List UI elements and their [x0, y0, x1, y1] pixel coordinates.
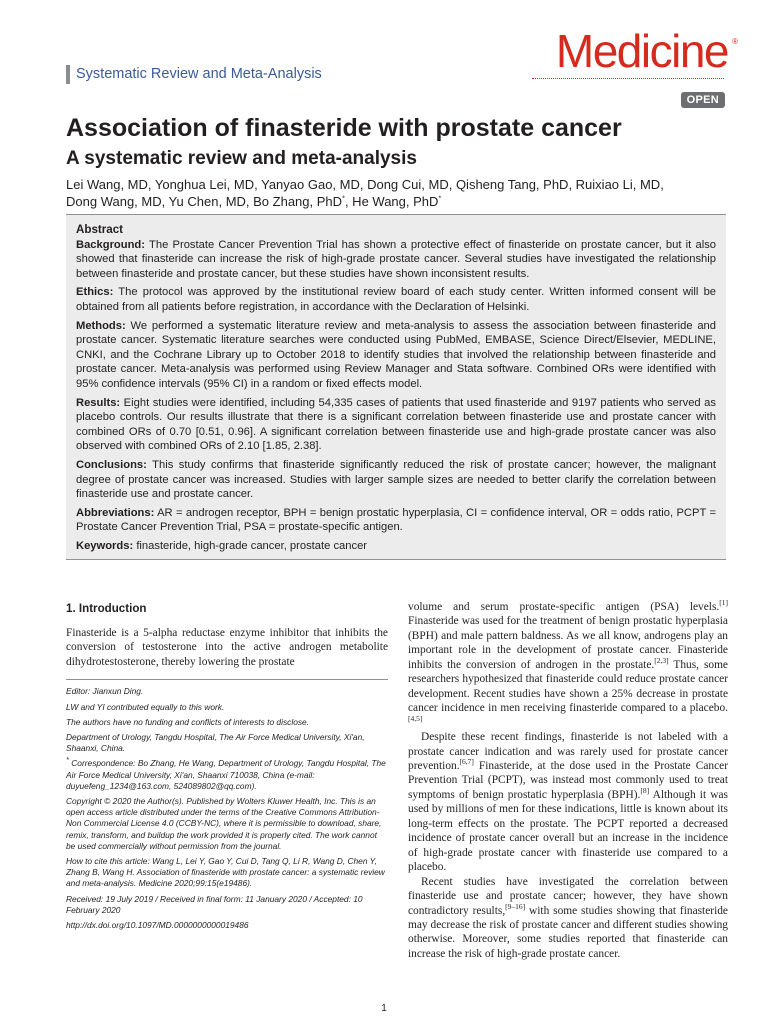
ethics-label: Ethics: [76, 286, 114, 299]
intro-paragraph-4 [408, 875, 728, 962]
citation-ref[interactable]: [9–16] [505, 901, 526, 911]
right-column [408, 600, 728, 961]
footnote-corr-mark: * [66, 755, 69, 765]
conclusions-label: Conclusions: [76, 458, 147, 471]
footnote-copyright: Copyright © 2020 the Author(s). Published by Wolters Kluwer Health, Inc. This is an open access article distributed under the terms of the Creative Commons Attribution-Non Commercial License 4.0 (CCBY-NC), where it is permissible to download, share, remix, transform, and buildup the work provided it is properly cited. The work cannot be used commercially without permission from the journal. [66, 795, 382, 851]
results-label: Results: [76, 396, 121, 409]
abbreviations-text: AR = androgen receptor, BPH = benign prostatic hyperplasia, CI = confidence interval, OR = odds ratio, PCPT = Prostate Cancer Prevention Trial, PSA = prostate-specific antigen. [76, 506, 716, 534]
intro-paragraph-3 [408, 730, 728, 875]
abstract-keywords [76, 539, 716, 554]
logo-rule [532, 78, 724, 79]
registered-mark: ® [732, 37, 738, 46]
intro-paragraph-2 [408, 600, 728, 730]
background-label: Background: [76, 238, 145, 251]
article-subtitle: A systematic review and meta-analysis [66, 148, 417, 169]
intro-p3-part-c: Although it was used by millions of men for these indications, little is known about its long-term effects on the prostate. The PCPT reported a decreased incidence of prostate cancer overall but an increase in the incidence of high-grade prostate cancer with finasteride use compared to a placebo. [408, 788, 728, 874]
abstract-results [76, 396, 716, 454]
footnote-editor: Editor: Jianxun Ding. [66, 686, 144, 697]
author-list [66, 176, 726, 210]
methods-label: Methods: [76, 319, 126, 332]
results-text: Eight studies were identified, including 54,335 cases of patients that used finasteride and 9197 patients who served as placebo controls. Our results illustrate that there is a significant correlation between finasteride use and prostate cancer with combined ORs of 0.70 [0.51, 0.96]. A significant correlation between finasteride use and high-grade prostate cancer was also observed with combined ORs of 2.10 [1.85, 2.38]. [76, 396, 716, 453]
open-access-badge: OPEN [681, 92, 725, 108]
footnote-doi-link[interactable]: http://dx.doi.org/10.1097/MD.0000000000019486 [66, 920, 249, 931]
intro-p3-part-a: Despite these recent findings, finasteride is not labeled with a prostate cancer indication and was rarely used for prostate cancer prevention. [408, 731, 728, 772]
citation-ref[interactable]: [1] [719, 598, 728, 608]
abstract-ethics [76, 285, 716, 314]
intro-p2-part-c: Thus, some researchers hypothesized that finasteride could reduce prostate cancer development. Recent studies have shown a 25% decrease in prostate cancer incidence in men receiving finasteride compared to a placebo. [408, 658, 728, 715]
intro-p2-part-a: volume and serum prostate-specific antigen (PSA) levels. [408, 601, 720, 613]
abstract-heading: Abstract [76, 223, 124, 236]
abstract-conclusions [76, 458, 716, 502]
abstract-background [76, 238, 716, 282]
corresponding-mark-1: * [342, 193, 345, 203]
ethics-text: The protocol was approved by the institutional review board of each study center. Written informed consent will be obtained from all patients before registration, in accordance with the Declaration of Helsinki. [76, 286, 717, 313]
footnote-affiliation: Department of Urology, Tangdu Hospital, The Air Force Medical University, Xi'an, Shaanxi, China. [66, 731, 365, 754]
conclusions-text: This study confirms that finasteride significantly reduced the risk of prostate cancer; however, the malignant degree of prostate cancer was increased. Studies with larger sample sizes are needed to better clarify the correlation between finasteride use and prostate cancer. [76, 458, 716, 501]
abstract-abbreviations [76, 506, 716, 535]
methods-text: We performed a systematic literature review and meta-analysis to assess the association between finasteride and prostate cancer. Systematic literature searches were conducted using PubMed, EMBASE, Science Direct/Elsevier, MEDLINE, CNKI, and the Cochrane Library up to October 2018 to identify studies that involved the relationship between finasteride and prostate cancer. Meta-analysis was performed using Review Manager and Stata software. Combined ORs were identified with 95% confidence intervals (95% CI) in a random or fixed effects model. [76, 319, 716, 390]
left-column [66, 602, 388, 935]
intro-p4-part-a: Recent studies have investigated the correlation between finasteride use and prostate cancer; however, they have shown contradictory results, [408, 875, 728, 917]
section-label [66, 64, 322, 84]
intro-p4-part-b: with some studies showing that finasteride may decrease the risk of prostate cancer and different studies showing otherwise. Moreover, some studies reported that finasteride can increase the risk of high-grade prostate cancer. [408, 904, 728, 960]
citation-ref[interactable]: [2,3] [654, 656, 669, 666]
citation-ref[interactable]: [6,7] [459, 757, 474, 767]
page-number: 1 [381, 1003, 387, 1014]
article-title: Association of finasteride with prostate cancer [66, 114, 622, 142]
authors-line-2-part-b: , He Wang, PhD [344, 194, 439, 209]
authors-line-2-part-a: Dong Wang, MD, Yu Chen, MD, Bo Zhang, PhD [66, 194, 343, 209]
citation-ref[interactable]: [4,5] [408, 713, 423, 723]
footnote-received: Received: 19 July 2019 / Received in final form: 11 January 2020 / Accepted: 10 February 2020 [66, 893, 363, 915]
abstract-box [66, 214, 726, 560]
journal-logo-text: Medicine [555, 25, 728, 77]
authors-line-2 [66, 193, 726, 210]
corresponding-mark-2: * [438, 193, 442, 203]
keywords-text: finasteride, high-grade cancer, prostate cancer [136, 539, 368, 552]
footnote-correspondence-text: Correspondence: Bo Zhang, He Wang, Department of Urology, Tangdu Hospital, The Air Force Medical University, Xi'an, Shaanxi 710038, China (e-mail: duyuefeng_1234@163.com, 524089802@qq.com). [66, 758, 386, 791]
footnote-correspondence [66, 755, 388, 792]
footnote-citation: How to cite this article: Wang L, Lei Y, Gao Y, Cui D, Tang Q, Li R, Wang D, Chen Y, Zhang B, Wang H. Association of finasteride with prostate cancer: a systematic review and meta-analysis. Medicine 2020;99:15(e19486). [66, 856, 385, 889]
keywords-label: Keywords: [76, 539, 134, 552]
intro-paragraph-1: Finasteride is a 5-alpha reductase enzyme inhibitor that inhibits the conversion of testosterone into the active androgen metabolite dihydrotestosterone, thereby lowering the prostate [66, 627, 388, 668]
abbreviations-label: Abbreviations: [76, 506, 155, 519]
footnote-equal-contribution: LW and YI contributed equally to this work. [66, 701, 225, 712]
journal-logo [555, 25, 738, 77]
footnote-funding: The authors have no funding and conflicts of interests to disclose. [66, 716, 310, 727]
authors-line-1: Lei Wang, MD, Yonghua Lei, MD, Yanyao Gao, MD, Dong Cui, MD, Qisheng Tang, PhD, Ruixiao Li, MD, [66, 177, 664, 192]
section-label-bar [66, 65, 70, 84]
intro-p2-part-b: Finasteride was used for the treatment of benign prostatic hyperplasia (BPH) and male pattern baldness. As we all know, androgens play an important role in the development of prostate cancer. Finasteride inhibits the conversion of androgen in the prostate. [408, 615, 728, 671]
abstract-methods [76, 319, 716, 392]
section-label-text: Systematic Review and Meta-Analysis [76, 66, 322, 82]
intro-p3-part-b: Finasteride, at the dose used in the Prostate Cancer Prevention Trial (PCPT), was instead most commonly used to treat symptoms of benign prostatic hyperplasia (BPH). [408, 759, 728, 801]
section-heading-introduction: 1. Introduction [66, 602, 147, 615]
citation-ref[interactable]: [8] [640, 786, 650, 796]
footnote-divider [66, 679, 388, 680]
background-text: The Prostate Cancer Prevention Trial has shown a protective effect of finasteride on prostate cancer, but it also showed that finasteride can increase the risk of high-grade prostate cancer. Several studies have investigated the relationship between finasteride and prostate cancer, but these studies have shown inconsistent results. [76, 238, 717, 280]
